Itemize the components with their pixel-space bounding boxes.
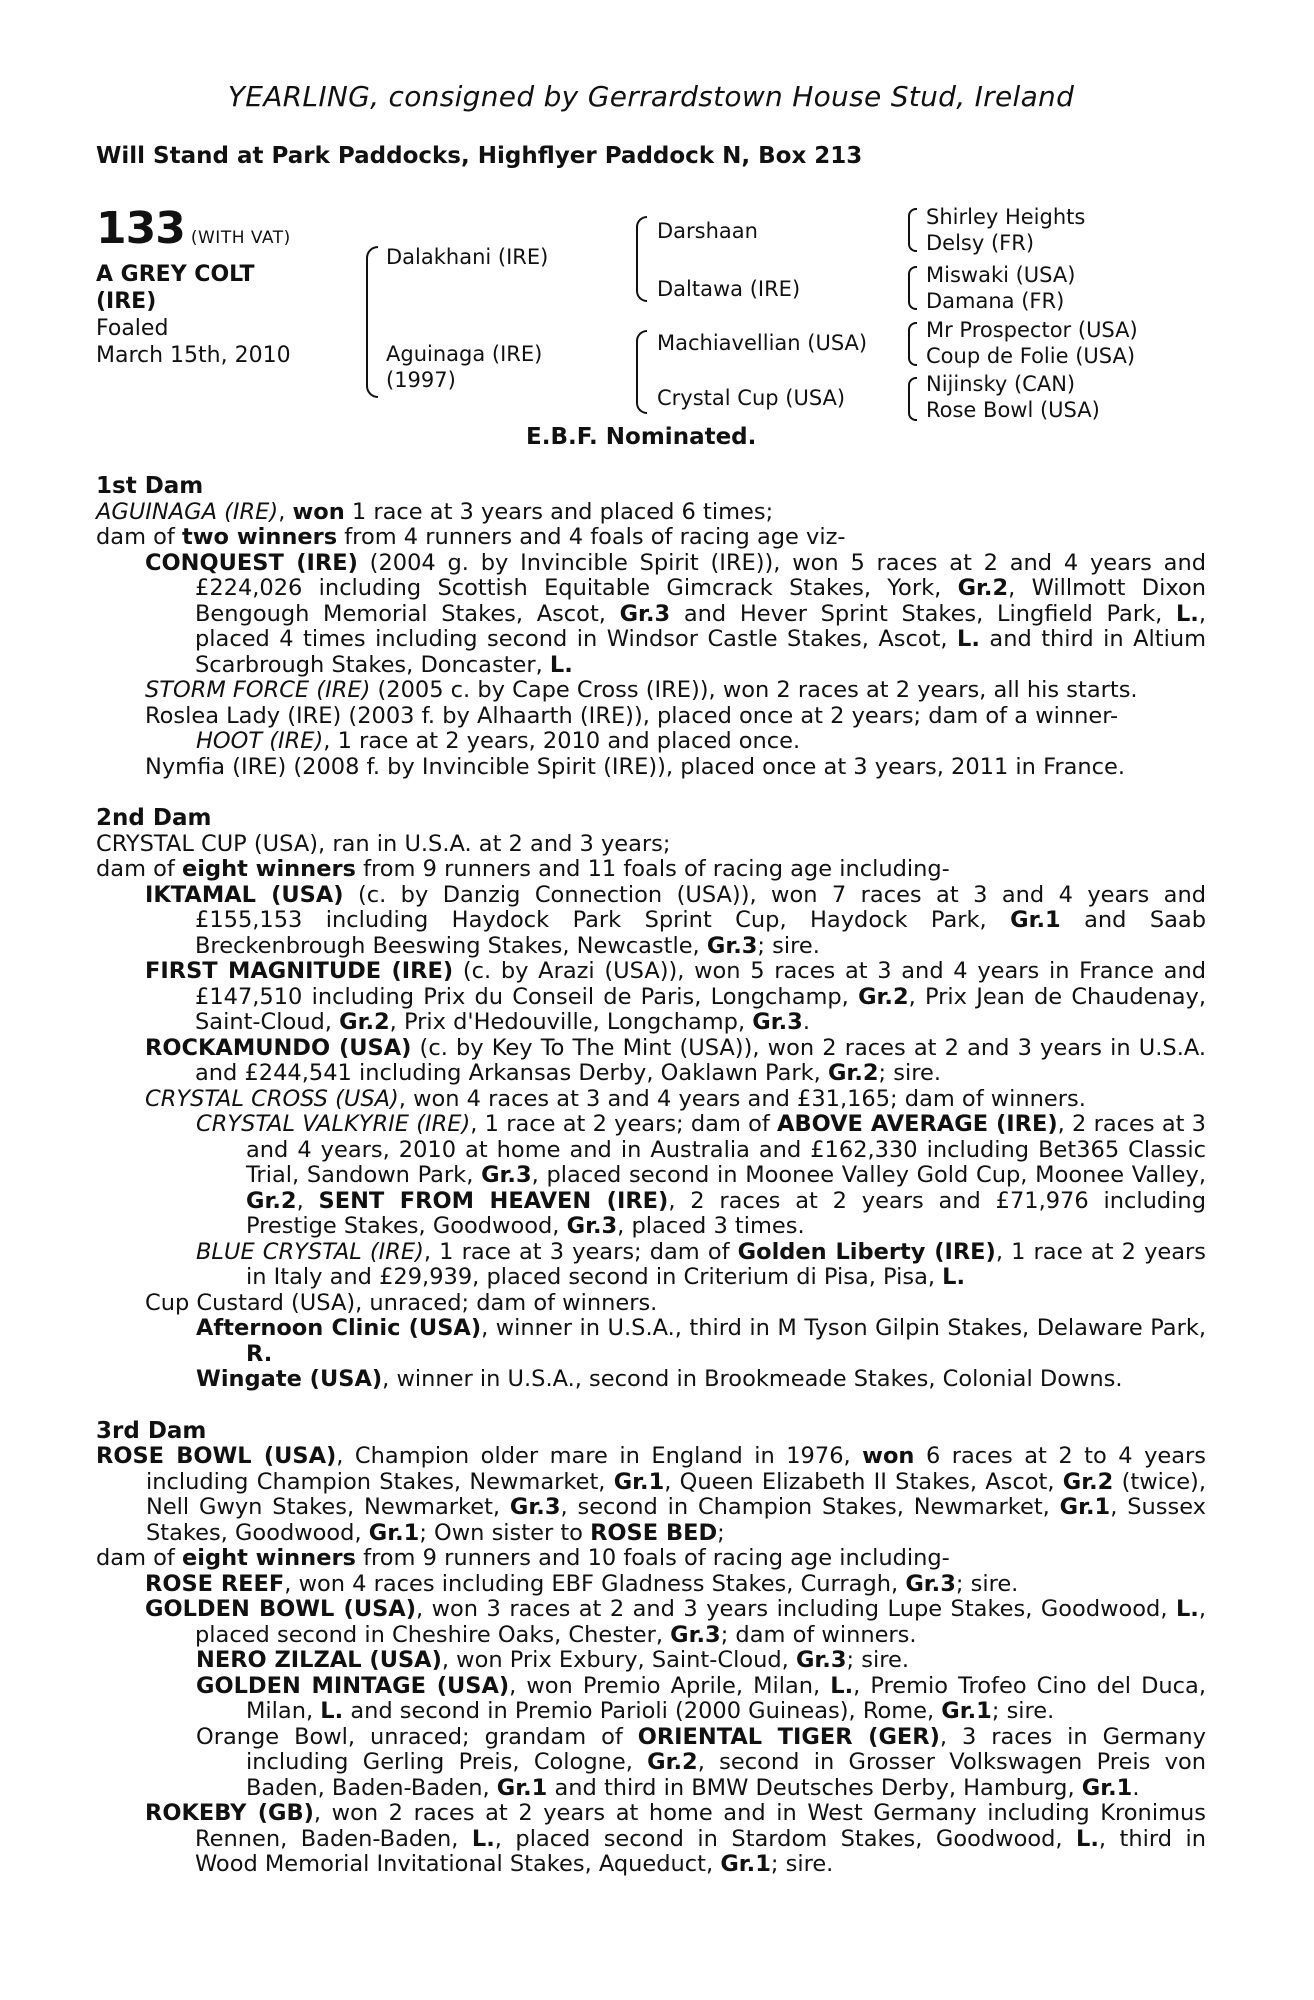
grandparent-4: Damana (FR)	[926, 289, 1065, 313]
produce-entry: Nymfia (IRE) (2008 f. by Invincible Spirit (IRE)), placed once at 3 years, 2011 in France.	[145, 753, 1126, 780]
grandparent-8: Rose Bowl (USA)	[926, 398, 1100, 422]
produce-entry: ROKEBY (GB), won 2 races at 2 years at home and in West Germany including Kronimus Rennen, Baden-Baden, L., placed second in Stardom Stakes, Goodwood, L., third in Wood Memorial Invitational Stakes, Aqueduct, Gr.1; sire.	[145, 1800, 1206, 1877]
grandparent-1: Shirley Heights	[926, 205, 1086, 229]
produce-entry: GOLDEN BOWL (USA), won 3 races at 2 and 3 years including Lupe Stakes, Goodwood, L., placed second in Cheshire Oaks, Chester, Gr.3; dam of winners.	[145, 1596, 1206, 1648]
dam-sire: Machiavellian (USA)	[657, 331, 868, 355]
sire: Dalakhani (IRE)	[386, 245, 549, 269]
second-dam-line: CRYSTAL CUP (USA), ran in U.S.A. at 2 and 3 years;	[96, 830, 671, 857]
g-brace-2	[908, 266, 917, 310]
vat-note: (WITH VAT)	[190, 228, 291, 248]
grandparent-5: Mr Prospector (USA)	[926, 318, 1138, 342]
produce-entry: NERO ZILZAL (USA), won Prix Exbury, Saint-Cloud, Gr.3; sire.	[196, 1647, 909, 1673]
g-brace-1	[908, 208, 917, 252]
sire-sire: Darshaan	[657, 219, 758, 243]
produce-entry: CRYSTAL CROSS (USA), won 4 races at 3 and 4 years and £31,165; dam of winners.	[145, 1085, 1086, 1112]
lot-description-1: A GREY COLT	[96, 262, 255, 287]
g-brace-4	[908, 377, 917, 421]
produce-entry: CONQUEST (IRE) (2004 g. by Invincible Spirit (IRE)), won 5 races at 2 and 4 years and £224,026 including Scottish Equitable Gimcrack Stakes, York, Gr.2, Willmott Dixon Bengough Memorial Stakes, Ascot, Gr.3 and Hever Sprint Stakes, Lingfield Park, L., placed 4 times including second in Windsor Castle Stakes, Ascot, L. and third in Altium Scarbrough Stakes, Doncaster, L.	[145, 549, 1206, 678]
parents-brace	[366, 246, 378, 398]
produce-entry: GOLDEN MINTAGE (USA), won Premio Aprile, Milan, L., Premio Trofeo Cino del Duca, Milan, L. and second in Premio Parioli (2000 Guineas), Rome, Gr.1; sire.	[196, 1672, 1206, 1724]
dam-line1: Aguinaga (IRE)	[386, 342, 543, 366]
produce-entry: IKTAMAL (USA) (c. by Danzig Connection (USA)), won 7 races at 3 and 4 years and £155,153 including Haydock Park Sprint Cup, Haydock Park, Gr.1 and Saab Breckenbrough Beeswing Stakes, Newcastle, Gr.3; sire.	[145, 881, 1207, 959]
foaled-label: Foaled	[96, 316, 169, 341]
dam-record	[96, 474, 1206, 1878]
sire-brace	[636, 216, 647, 302]
produce-entry: BLUE CRYSTAL (IRE), 1 race at 3 years; dam of Golden Liberty (IRE), 1 race at 2 years in Italy and £29,939, placed second in Criterium di Pisa, Pisa, L.	[196, 1238, 1206, 1290]
grandparent-6: Coup de Folie (USA)	[926, 344, 1136, 368]
produce-entry: Roslea Lady (IRE) (2003 f. by Alhaarth (IRE)), placed once at 2 years; dam of a winner-	[145, 702, 1119, 729]
produce-entry: ROCKAMUNDO (USA) (c. by Key To The Mint (USA)), won 2 races at 2 and 3 years in U.S.A. and £244,541 including Arkansas Derby, Oaklawn Park, Gr.2; sire.	[145, 1034, 1206, 1086]
dam-brace	[636, 330, 647, 414]
sire-dam: Daltawa (IRE)	[657, 277, 801, 301]
dam-dam: Crystal Cup (USA)	[657, 386, 846, 410]
grandparent-2: Delsy (FR)	[926, 231, 1035, 255]
produce-entry: Cup Custard (USA), unraced; dam of winners.	[145, 1289, 658, 1316]
second-dam-produce-summary: dam of eight winners from 9 runners and 11 foals of racing age including-	[96, 856, 950, 882]
lot-number: 133	[96, 203, 185, 254]
first-dam-produce-summary: dam of two winners from 4 runners and 4 foals of racing age viz-	[96, 524, 846, 550]
produce-entry: HOOT (IRE), 1 race at 2 years, 2010 and placed once.	[196, 728, 801, 754]
dam-line2: (1997)	[386, 368, 456, 392]
produce-entry: FIRST MAGNITUDE (IRE) (c. by Arazi (USA)), won 5 races at 3 and 4 years in France and £147,510 including Prix du Conseil de Paris, Longchamp, Gr.2, Prix Jean de Chaudenay, Saint-Cloud, Gr.2, Prix d'Hedouville, Longchamp, Gr.3.	[145, 958, 1207, 1035]
consignment-line: YEARLING, consigned by Gerrardstown House Stud, Ireland	[227, 80, 1075, 113]
g-brace-3	[908, 322, 917, 366]
produce-entry: Orange Bowl, unraced; grandam of ORIENTAL TIGER (GER), 3 races in Germany including Gerling Preis, Cologne, Gr.2, second in Grosser Volkswagen Preis von Baden, Baden-Baden, Gr.1 and third in BMW Deutsches Derby, Hamburg, Gr.1.	[196, 1723, 1206, 1801]
lot-info	[96, 205, 336, 369]
first-dam-heading: 1st Dam	[96, 473, 204, 499]
ebf-nominated: E.B.F. Nominated.	[526, 424, 757, 450]
first-dam-line: AGUINAGA (IRE), won 1 race at 3 years and placed 6 times;	[96, 498, 774, 525]
third-dam-line: ROSE BOWL (USA), Champion older mare in England in 1976, won 6 races at 2 to 4 years including Champion Stakes, Newmarket, Gr.1, Queen Elizabeth II Stakes, Ascot, Gr.2 (twice), Nell Gwyn Stakes, Newmarket, Gr.3, second in Champion Stakes, Newmarket, Gr.1, Sussex Stakes, Goodwood, Gr.1; Own sister to ROSE BED;	[96, 1443, 1206, 1546]
produce-entry: CRYSTAL VALKYRIE (IRE), 1 race at 2 years; dam of ABOVE AVERAGE (IRE), 2 races at 3 and 4 years, 2010 at home and in Australia and £162,330 including Bet365 Classic Trial, Sandown Park, Gr.3, placed second in Moonee Valley Gold Cup, Moonee Valley, Gr.2, SENT FROM HEAVEN (IRE), 2 races at 2 years and £71,976 including Prestige Stakes, Goodwood, Gr.3, placed 3 times.	[196, 1111, 1206, 1239]
grandparent-3: Miswaki (USA)	[926, 263, 1076, 287]
lot-description-2: (IRE)	[96, 289, 157, 314]
produce-entry: Wingate (USA), winner in U.S.A., second in Brookmeade Stakes, Colonial Downs.	[196, 1366, 1123, 1392]
produce-entry: ROSE REEF, won 4 races including EBF Gladness Stakes, Curragh, Gr.3; sire.	[145, 1570, 1019, 1597]
produce-entry: Afternoon Clinic (USA), winner in U.S.A., third in M Tyson Gilpin Stakes, Delaware Park, R.	[196, 1315, 1206, 1367]
third-dam-produce-summary: dam of eight winners from 9 runners and 10 foals of racing age including-	[96, 1545, 950, 1571]
foaled-date: March 15th, 2010	[96, 343, 291, 368]
grandparent-7: Nijinsky (CAN)	[926, 372, 1076, 396]
second-dam-heading: 2nd Dam	[96, 805, 212, 831]
produce-entry: STORM FORCE (IRE) (2005 c. by Cape Cross (IRE)), won 2 races at 2 years, all his starts.	[145, 677, 1138, 703]
stand-location: Will Stand at Park Paddocks, Highflyer Paddock N, Box 213	[96, 143, 863, 169]
third-dam-heading: 3rd Dam	[96, 1417, 207, 1444]
